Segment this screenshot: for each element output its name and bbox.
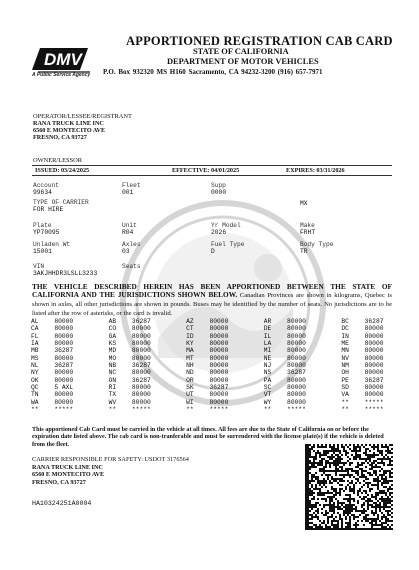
jurisdiction-code: IA [31, 340, 39, 348]
jurisdiction-code: CT [186, 325, 194, 333]
jurisdiction-code: DE [263, 325, 272, 333]
jurisdiction-code: VA [341, 391, 349, 399]
2d-barcode-icon [305, 444, 393, 530]
jurisdiction-weight: 36287 [364, 376, 384, 384]
jurisdiction-weight: ***** [287, 406, 306, 414]
statement-bold: THE VEHICLE DESCRIBED HEREIN HAS BEEN APPORTIONED BETWEEN THE STATE OF CALIFORNIA AND THE JURISDICTIONS SHOWN BELOW. [32, 282, 392, 299]
account-field [33, 182, 59, 196]
body-value: TR [300, 248, 308, 255]
jurisdiction-code: ** [108, 406, 117, 414]
jurisdiction-weight: 80000 [131, 347, 151, 355]
jurisdiction-weight: 80000 [287, 347, 306, 355]
jurisdiction-code: ** [341, 406, 349, 414]
jurisdiction-code: NJ [263, 362, 272, 370]
jurisdiction-code: ** [31, 406, 39, 414]
seats-field [122, 263, 141, 270]
jurisdiction-weight: 80000 [209, 340, 229, 348]
jurisdiction-code: AL [31, 318, 39, 325]
jurisdiction-code: OK [31, 376, 39, 384]
page-title: APPORTIONED REGISTRATION CAB CARD [126, 34, 393, 48]
jurisdiction-weight: 80000 [131, 369, 151, 377]
fuel-field [211, 241, 244, 255]
jurisdiction-code: MT [186, 354, 194, 362]
jurisdiction-weight: 80000 [364, 325, 384, 333]
jurisdiction-code: ** [263, 406, 272, 414]
jurisdiction-code: KS [108, 340, 117, 348]
jurisdiction-code: IN [341, 332, 349, 340]
state-heading: STATE OF CALIFORNIA [193, 47, 289, 56]
jurisdiction-weight: 80000 [287, 332, 306, 340]
account-label: Account [33, 182, 59, 189]
jurisdiction-code: NE [263, 354, 272, 362]
jurisdiction-weight: 80000 [209, 318, 229, 325]
jurisdiction-weight: 80000 [54, 391, 74, 399]
jurisdiction-code: FL [31, 332, 39, 340]
jurisdiction-weight: 80000 [364, 391, 384, 399]
jurisdiction-code: AR [263, 318, 272, 325]
carrier-safety-block [32, 464, 104, 486]
jurisdiction-weight: 80000 [54, 318, 74, 325]
jurisdiction-row [31, 369, 419, 376]
jurisdiction-weight: ***** [54, 406, 74, 414]
cab-card-notice: This apportioned Cab Card must be carried in the vehicle at all times. All fees are due to the State of California on or before the expiration date listed above. The cab card is non-tranferable and must be surrendered with the license plate(s) if the vehicle is deleted from the fleet. [32, 426, 384, 448]
vin-value: 3AKJHHDR3LSLL3233 [33, 270, 98, 277]
jurisdiction-weight: 36287 [364, 318, 384, 325]
jurisdiction-weight: 80000 [131, 340, 151, 348]
jurisdiction-weight: 80000 [209, 369, 229, 377]
owner-lessor-label: OWNER/LESSOR [33, 157, 82, 164]
unladen-field [33, 241, 70, 255]
jurisdiction-weight: 80000 [209, 332, 229, 340]
jurisdiction-code: OH [341, 369, 349, 377]
axles-label: Axles [122, 241, 141, 248]
issued-date: ISSUED: 03/24/2025 [35, 167, 90, 174]
supp-field [211, 182, 226, 196]
jurisdiction-weight: 80000 [364, 354, 384, 362]
jurisdiction-code: IL [263, 332, 272, 340]
axles-value: 03 [122, 248, 130, 255]
jurisdiction-code: SD [341, 384, 349, 392]
jurisdiction-table [31, 318, 419, 413]
jurisdiction-weight: 80000 [287, 398, 306, 406]
jurisdiction-code: NL [31, 362, 39, 370]
jurisdiction-weight: 80000 [287, 318, 306, 325]
jurisdiction-weight: 80000 [209, 391, 229, 399]
seats-label: Seats [122, 263, 141, 270]
fuel-label: Fuel Type [211, 241, 245, 248]
apportionment-statement [32, 283, 392, 318]
jurisdiction-code: NS [263, 369, 272, 377]
document-id: HA10324251A0004 [32, 500, 92, 507]
jurisdiction-weight: 80000 [209, 354, 229, 362]
jurisdiction-weight: 80000 [209, 325, 229, 333]
make-value: FRHT [300, 229, 316, 236]
operator-block [33, 113, 132, 141]
expiration-date: EXPIRES: 03/31/2026 [286, 167, 345, 174]
jurisdiction-weight: 80000 [287, 325, 306, 333]
jurisdiction-code: NV [341, 354, 349, 362]
jurisdiction-weight: 36287 [131, 376, 151, 384]
yr-model-label: Yr Model [211, 222, 241, 229]
fuel-value: D [211, 248, 215, 255]
plate-value: YP70095 [33, 229, 60, 236]
jurisdiction-weight: ***** [131, 406, 151, 414]
jurisdiction-weight: 80000 [364, 332, 384, 340]
jurisdiction-weight: 80000 [54, 332, 74, 340]
vin-field [33, 263, 97, 277]
jurisdiction-weight: 80000 [209, 347, 229, 355]
jurisdiction-weight: 36287 [209, 384, 229, 392]
unladen-label: Unladen Wt [33, 241, 71, 248]
statement-detail: Canadian Provinces are shown in kilograms, Quebec is shown in axles, all other jurisdictions are shown in pounds. Buses may be identified by the number of seats. No jurisdictions are to be listed after the row of asterisks, or the card is invalid. [32, 292, 392, 317]
axles-field [122, 241, 141, 255]
unladen-value: 15001 [33, 248, 52, 255]
fleet-value: 001 [122, 189, 134, 196]
operator-street: 6560 E MONTECITO AVE [33, 127, 106, 134]
fleet-label: Fleet [122, 182, 141, 189]
jurisdiction-code: UT [186, 391, 194, 399]
make-label: Make [300, 222, 315, 229]
jurisdiction-row [31, 318, 419, 325]
jurisdiction-weight: 80000 [287, 354, 306, 362]
operator-name: RANA TRUCK LINE INC [33, 120, 104, 127]
jurisdiction-code: ME [341, 340, 349, 348]
jurisdiction-code: NY [31, 369, 39, 377]
jurisdiction-weight: 80000 [54, 340, 74, 348]
jurisdiction-weight: 80000 [209, 376, 229, 384]
jurisdiction-code: MA [186, 347, 194, 355]
unit-field [122, 222, 137, 236]
jurisdiction-code: WV [108, 398, 117, 406]
jurisdiction-code: MD [108, 347, 117, 355]
yr-model-field [211, 222, 241, 236]
jurisdiction-code: TX [108, 391, 117, 399]
jurisdiction-code: CO [108, 325, 117, 333]
department-address: P.O. Box 932320 MS H160 Sacramento, CA 94232-3200 (916) 657-7971 [103, 68, 323, 76]
jurisdiction-code: VT [263, 391, 272, 399]
jurisdiction-code: ND [186, 369, 194, 377]
jurisdiction-weight: 80000 [54, 369, 74, 377]
plate-label: Plate [33, 222, 52, 229]
jurisdiction-weight: 80000 [54, 376, 74, 384]
jurisdiction-code: WY [263, 398, 272, 406]
date-bar [32, 165, 392, 176]
jurisdiction-weight: 80000 [54, 325, 74, 333]
jurisdiction-weight: 80000 [287, 391, 306, 399]
jurisdiction-weight: 36287 [131, 362, 151, 370]
jurisdiction-row [31, 355, 419, 362]
logo-text: DMV [44, 50, 82, 69]
carrier-city: FRESNO, CA 93727 [32, 478, 86, 486]
jurisdiction-row [31, 399, 419, 406]
jurisdiction-code: NM [341, 362, 349, 370]
jurisdiction-code: GA [108, 332, 117, 340]
account-value: 99634 [33, 189, 52, 196]
jurisdiction-code: ** [186, 406, 194, 414]
jurisdiction-code: NC [108, 369, 117, 377]
jurisdiction-code: MS [31, 354, 39, 362]
plate-field [33, 222, 59, 236]
jurisdiction-code: QC [31, 384, 39, 392]
jurisdiction-weight: 80000 [364, 340, 384, 348]
jurisdiction-code: PA [263, 376, 272, 384]
jurisdiction-weight: 80000 [287, 362, 306, 370]
vin-label: VIN [33, 263, 45, 270]
jurisdiction-weight: ***** [364, 406, 384, 414]
jurisdiction-row [31, 391, 419, 398]
jurisdiction-code: OR [186, 376, 194, 384]
jurisdiction-code: NH [186, 362, 194, 370]
jurisdiction-code: AZ [186, 318, 194, 325]
jurisdiction-weight: 80000 [364, 384, 384, 392]
jurisdiction-weight: 80000 [287, 384, 306, 392]
jurisdiction-weight: 80000 [209, 398, 229, 406]
jurisdiction-weight: 80000 [364, 362, 384, 370]
unit-label: Unit [122, 222, 137, 229]
make-field [300, 222, 315, 236]
jurisdiction-row [31, 340, 419, 347]
effective-date: EFFECTIVE: 04/01/2025 [172, 167, 240, 174]
jurisdiction-code: SC [263, 384, 272, 392]
jurisdiction-row [31, 362, 419, 369]
jurisdiction-row [31, 325, 419, 332]
jurisdiction-row [31, 377, 419, 384]
jurisdiction-code: SK [186, 384, 194, 392]
jurisdiction-weight: 80000 [287, 340, 306, 348]
jurisdiction-code: TN [31, 391, 39, 399]
jurisdiction-code: MO [108, 354, 117, 362]
operator-label: OPERATOR/LESSEE/REGISTRANT [33, 113, 132, 120]
carrier-type-label: TYPE OF CARRIER [33, 199, 89, 206]
jurisdiction-code: CA [31, 325, 39, 333]
jurisdiction-row [31, 406, 419, 413]
jurisdiction-code: RI [108, 384, 117, 392]
department-heading: DEPARTMENT OF MOTOR VEHICLES [167, 57, 319, 66]
dmv-logo-icon [30, 44, 96, 74]
jurisdiction-row [31, 333, 419, 340]
jurisdiction-code: DC [341, 325, 349, 333]
jurisdiction-weight: 80000 [131, 332, 151, 340]
jurisdiction-row [31, 347, 419, 354]
jurisdiction-weight: 80000 [131, 391, 151, 399]
jurisdiction-code: BC [341, 318, 349, 325]
carrier-type-field [33, 199, 89, 213]
jurisdiction-weight: 80000 [287, 376, 306, 384]
jurisdiction-weight: 36287 [131, 318, 151, 325]
jurisdiction-code: PE [341, 376, 349, 384]
jurisdiction-weight: ***** [209, 406, 229, 414]
jurisdiction-code: KY [186, 340, 194, 348]
jurisdiction-row [31, 384, 419, 391]
jurisdiction-weight: 80000 [364, 369, 384, 377]
carrier-safety-label: CARRIER RESPONSIBLE FOR SAFETY: USDOT 3176564 [32, 456, 189, 463]
unit-value: R04 [122, 229, 134, 236]
jurisdiction-weight: 5 AXL [54, 384, 74, 392]
operator-city: FRESNO, CA 93727 [33, 134, 87, 141]
jurisdiction-code: WA [31, 398, 39, 406]
jurisdiction-code: MI [263, 347, 272, 355]
jurisdiction-weight: 36287 [54, 362, 74, 370]
jurisdiction-code: LA [263, 340, 272, 348]
jurisdiction-weight: 36287 [287, 369, 306, 377]
carrier-type-value: FOR HIRE [33, 206, 64, 213]
fleet-field [122, 182, 141, 196]
jurisdiction-code: MB [31, 347, 39, 355]
yr-model-value: 2026 [211, 229, 227, 236]
jurisdiction-weight: 36287 [54, 347, 74, 355]
carrier-street: 6560 E MONTECITO AVE [32, 471, 105, 479]
jurisdiction-code: WI [186, 398, 194, 406]
jurisdiction-weight: 80000 [131, 384, 151, 392]
jurisdiction-weight: 80000 [209, 362, 229, 370]
jurisdiction-code: ID [186, 332, 194, 340]
supp-label: Supp [211, 182, 226, 189]
jurisdiction-code: ON [108, 376, 117, 384]
jurisdiction-weight: 80000 [54, 354, 74, 362]
jurisdiction-weight: 80000 [54, 398, 74, 406]
jurisdiction-weight: 80000 [131, 398, 151, 406]
jurisdiction-weight: 80000 [131, 325, 151, 333]
jurisdiction-weight: 80000 [364, 347, 384, 355]
logo-tagline: A Public Service Agency [32, 72, 91, 78]
body-field [300, 241, 333, 255]
jurisdiction-weight: ***** [364, 398, 384, 406]
body-label: Body Type [300, 241, 334, 248]
carrier-name: RANA TRUCK LINE INC [32, 464, 103, 471]
jurisdiction-weight: 80000 [131, 354, 151, 362]
mx-indicator: MX [300, 200, 308, 207]
jurisdiction-code: MN [341, 347, 349, 355]
jurisdiction-code: NB [108, 362, 117, 370]
supp-value: 0000 [211, 189, 227, 196]
jurisdiction-code: ** [341, 398, 349, 406]
jurisdiction-code: AB [108, 318, 117, 325]
